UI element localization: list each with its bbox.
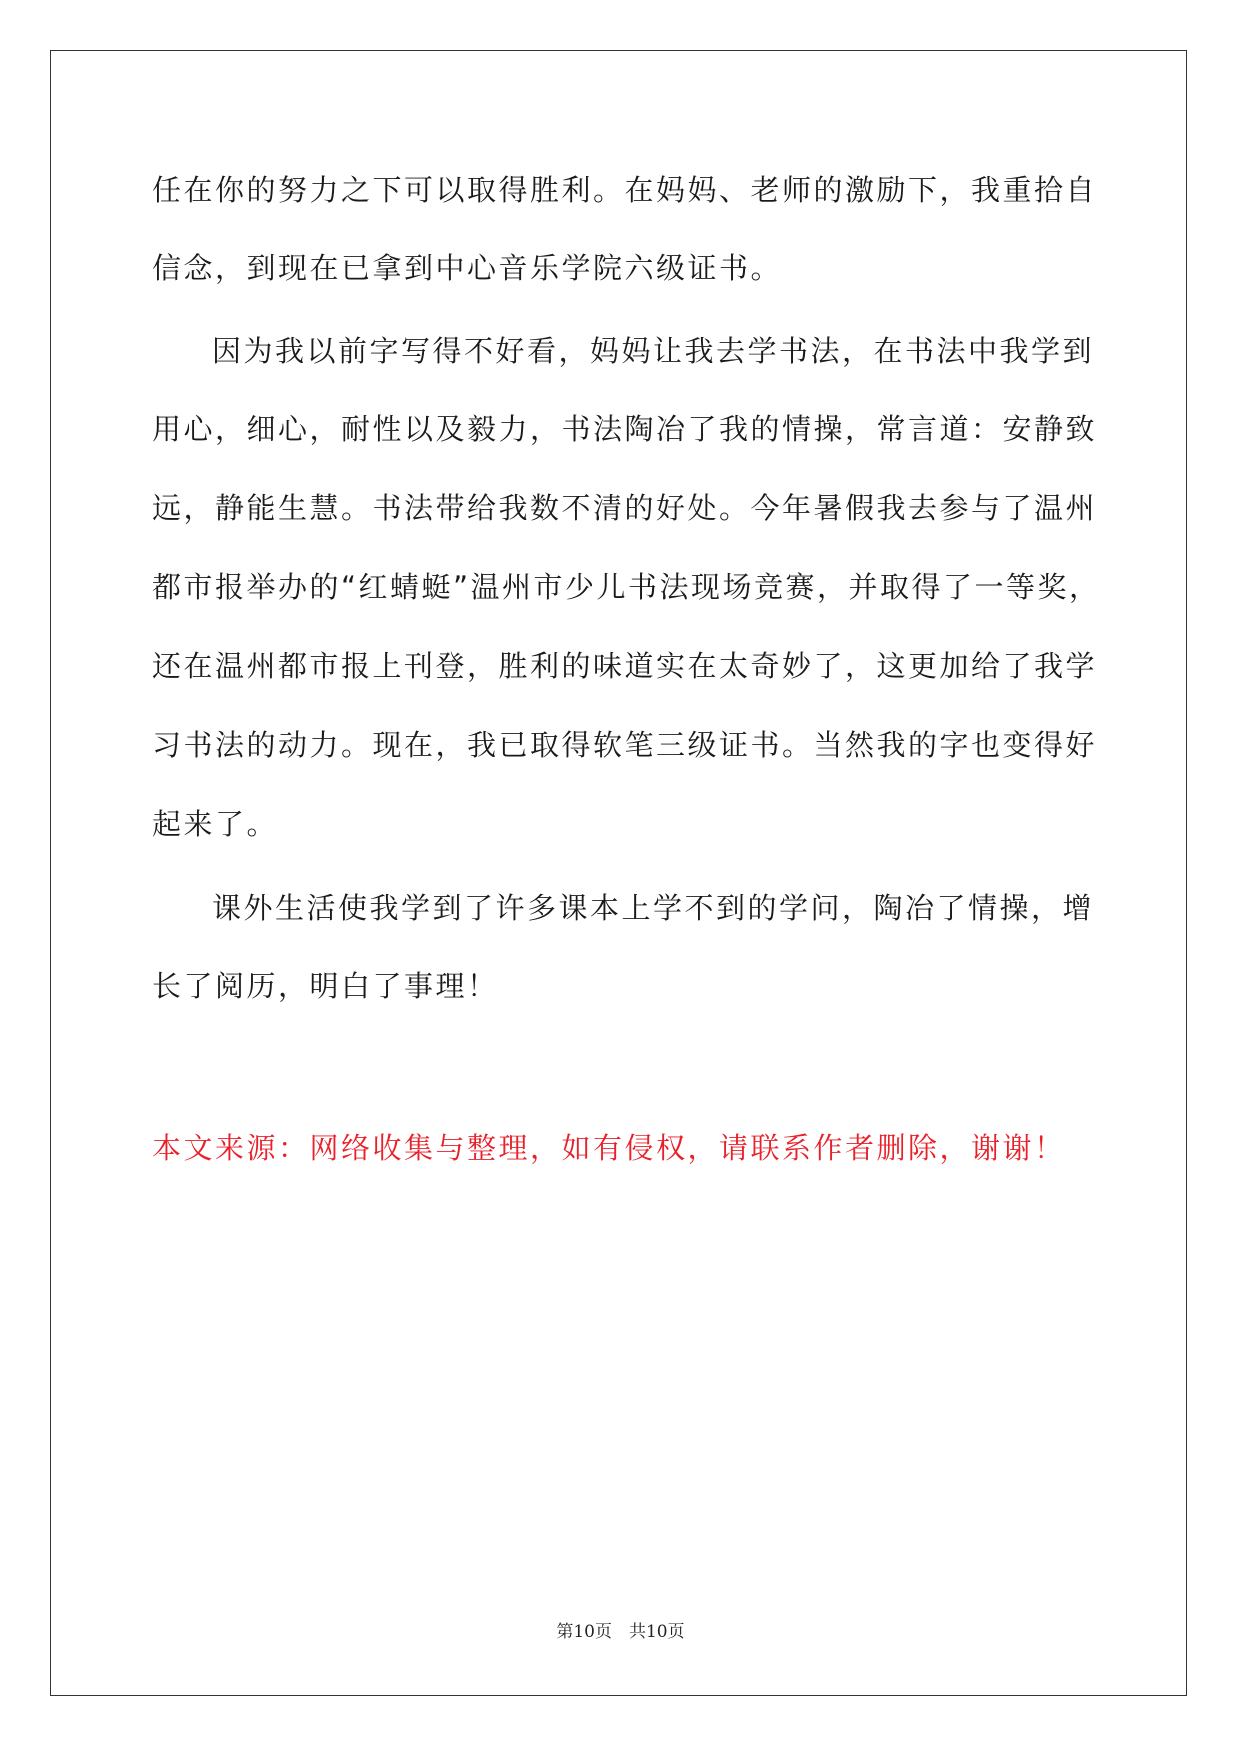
source-note: 本文来源：网络收集与整理，如有侵权，请联系作者删除，谢谢！ [152,1131,1066,1165]
paragraph-1-line-1: 任在你的努力之下可以取得胜利。在妈妈、老师的激励下，我重拾自 [152,173,1098,207]
paragraph-3-line-2: 长了阅历，明白了事理！ [152,969,499,1003]
paragraph-2-line-5: 还在温州都市报上刊登，胜利的味道实在太奇妙了，这更加给了我学 [152,649,1098,683]
paragraph-2-line-3: 远，静能生慧。书法带给我数不清的好处。今年暑假我去参与了温州 [152,491,1098,525]
paragraph-2-line-7: 起来了。 [152,807,279,841]
paragraph-2-line-6: 习书法的动力。现在，我已取得软笔三级证书。当然我的字也变得好 [152,728,1098,762]
page-number-footer: 第10页 共10页 [556,1622,685,1642]
paragraph-2-line-1: 因为我以前字写得不好看，妈妈让我去学书法，在书法中我学到 [212,334,1095,368]
page-border [50,50,1187,1696]
paragraph-2-line-2: 用心，细心，耐性以及毅力，书法陶冶了我的情操，常言道：安静致 [152,412,1098,446]
paragraph-1-line-2: 信念，到现在已拿到中心音乐学院六级证书。 [152,251,783,285]
paragraph-2-line-4: 都市报举办的“红蜻蜓”温州市少儿书法现场竞赛，并取得了一等奖， [152,570,1101,604]
paragraph-3-line-1: 课外生活使我学到了许多课本上学不到的学问，陶冶了情操，增 [212,891,1095,925]
